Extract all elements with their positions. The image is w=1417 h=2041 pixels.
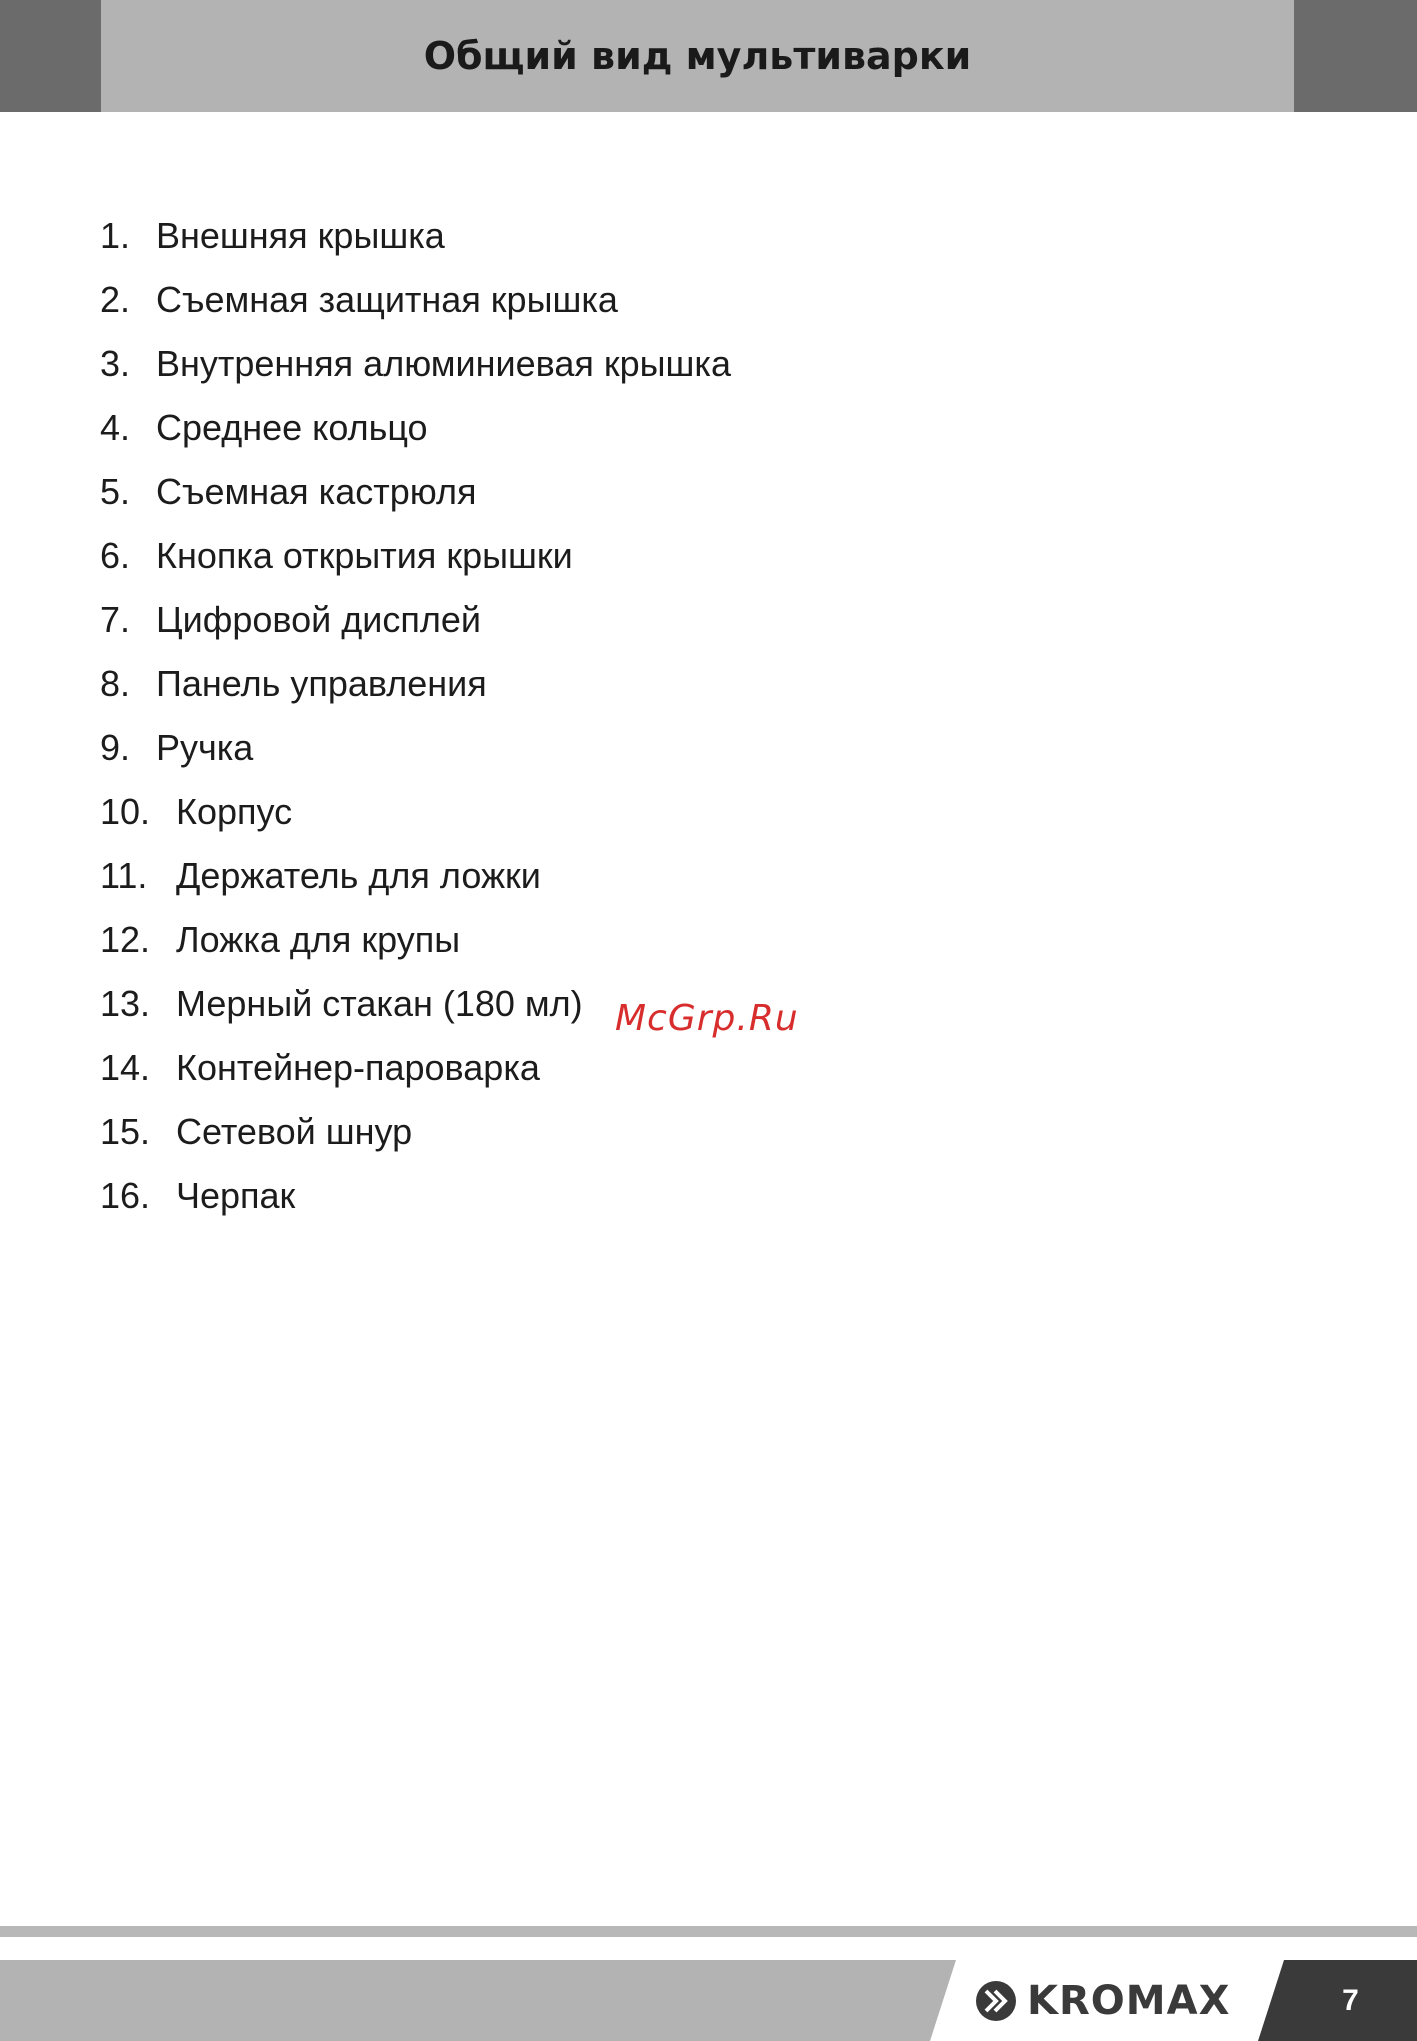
- list-item: [100, 268, 731, 332]
- list-item: [100, 716, 731, 780]
- list-item: [100, 1100, 731, 1164]
- list-item: [100, 1164, 731, 1228]
- item-label: Ложка для крупы: [176, 919, 461, 960]
- item-label: Держатель для ложки: [176, 855, 541, 896]
- item-label: Съемная защитная крышка: [156, 279, 618, 320]
- footer-divider: [0, 1926, 1417, 1937]
- item-number: 7.: [100, 599, 131, 640]
- item-number: 10.: [100, 791, 151, 832]
- item-number: 2.: [100, 279, 131, 320]
- item-number: 15.: [100, 1111, 151, 1152]
- list-item: [100, 588, 731, 652]
- item-label: Панель управления: [156, 663, 487, 704]
- list-item: [100, 396, 731, 460]
- list-item: [100, 332, 731, 396]
- item-label: Внешняя крышка: [156, 215, 445, 256]
- list-item: [100, 204, 731, 268]
- header-left-block: [0, 0, 101, 112]
- item-number: 9.: [100, 727, 131, 768]
- item-label: Внутренняя алюминиевая крышка: [156, 343, 731, 384]
- item-label: Мерный стакан (180 мл): [176, 983, 583, 1024]
- item-number: 4.: [100, 407, 131, 448]
- item-label: Сетевой шнур: [176, 1111, 413, 1152]
- item-label: Корпус: [176, 791, 293, 832]
- kromax-logo-icon: [975, 1980, 1017, 2022]
- item-number: 14.: [100, 1047, 151, 1088]
- page-number: 7: [1342, 1983, 1359, 2017]
- brand-name: KROMAX: [1027, 1977, 1231, 2024]
- item-number: 6.: [100, 535, 131, 576]
- item-number: 8.: [100, 663, 131, 704]
- parts-list: [100, 204, 731, 1228]
- watermark-link[interactable]: McGrp.Ru: [615, 998, 799, 1039]
- item-number: 11.: [100, 855, 148, 896]
- brand-logo: [975, 1960, 1230, 2041]
- item-label: Контейнер-пароварка: [176, 1047, 540, 1088]
- item-label: Ручка: [156, 727, 254, 768]
- list-item: [100, 460, 731, 524]
- item-label: Цифровой дисплей: [156, 599, 482, 640]
- page-title: Общий вид мультиварки: [423, 34, 972, 78]
- item-number: 3.: [100, 343, 131, 384]
- list-item: [100, 908, 731, 972]
- item-number: 1.: [100, 215, 131, 256]
- list-item: [100, 1036, 731, 1100]
- item-label: Съемная кастрюля: [156, 471, 477, 512]
- list-item: [100, 524, 731, 588]
- item-number: 13.: [100, 983, 151, 1024]
- item-label: Кнопка открытия крышки: [156, 535, 573, 576]
- list-item: [100, 652, 731, 716]
- item-number: 5.: [100, 471, 131, 512]
- item-number: 12.: [100, 919, 151, 960]
- item-number: 16.: [100, 1175, 151, 1216]
- item-label: Среднее кольцо: [156, 407, 428, 448]
- header-right-block: [1294, 0, 1417, 112]
- item-label: Черпак: [176, 1175, 296, 1216]
- list-item: [100, 780, 731, 844]
- list-item: [100, 844, 731, 908]
